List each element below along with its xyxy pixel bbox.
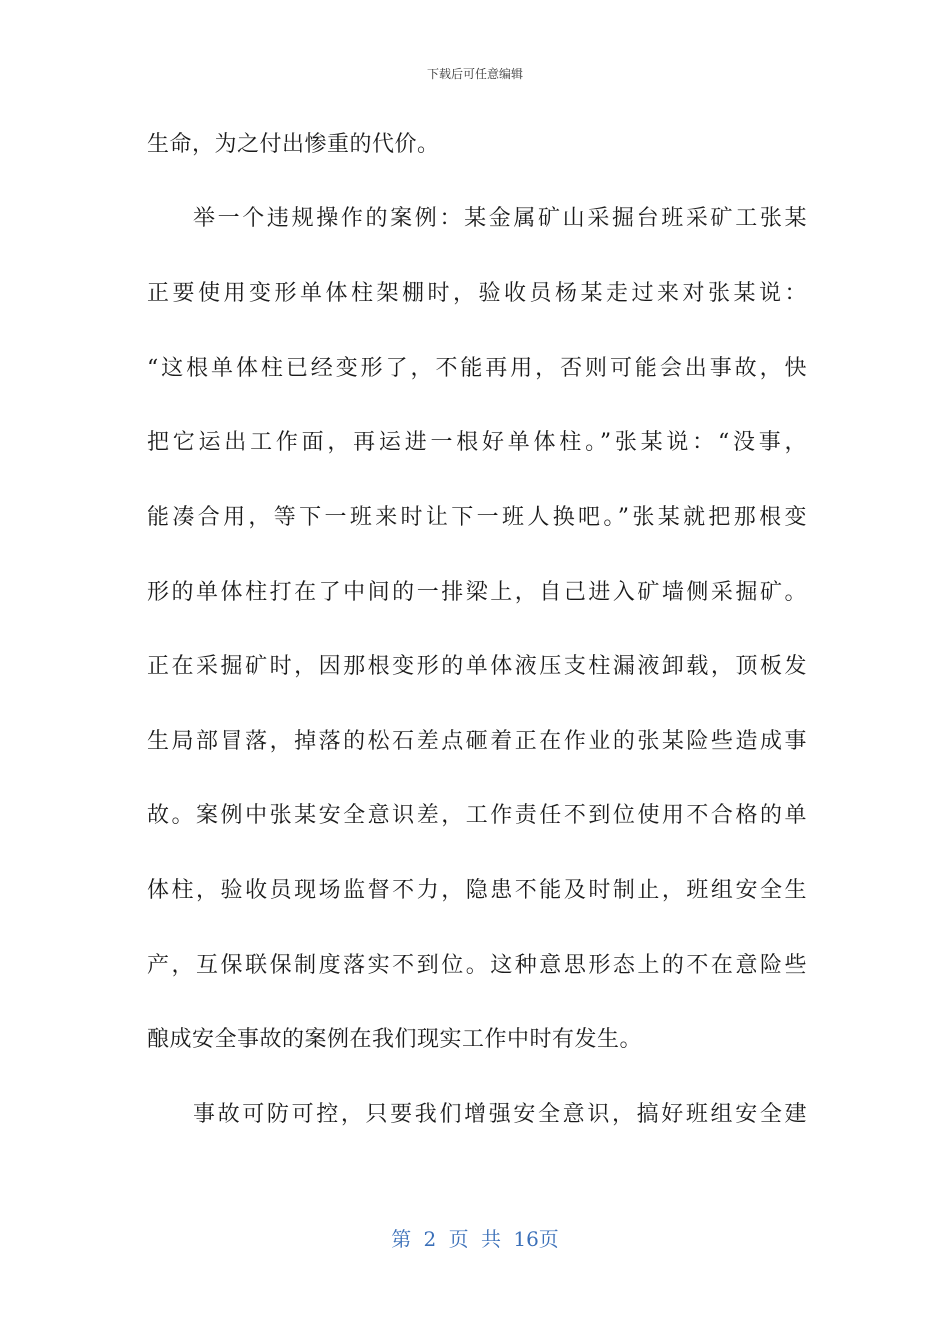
- text-line: 能凑合用，等下一班来时让下一班人换吧。”张某就把那根变: [147, 505, 807, 530]
- page-header: 下载后可任意编辑: [426, 67, 523, 81]
- text-line: 生局部冒落，掉落的松石差点砸着正在作业的张某险些造成事: [147, 729, 807, 754]
- text-line: “这根单体柱已经变形了，不能再用，否则可能会出事故，快: [147, 356, 807, 381]
- page-number-footer: 第 2 页 共 16页: [391, 1227, 559, 1251]
- text-line: 正要使用变形单体柱架棚时，验收员杨某走过来对张某说：: [147, 281, 807, 306]
- text-line: 把它运出工作面，再运进一根好单体柱。”张某说：“没事，: [147, 430, 807, 455]
- text-line: 正在采掘矿时，因那根变形的单体液压支柱漏液卸载，顶板发: [147, 654, 807, 679]
- text-line: 形的单体柱打在了中间的一排梁上，自己进入矿墙侧采掘矿。: [147, 580, 807, 605]
- text-line: 故。案例中张某安全意识差，工作责任不到位使用不合格的单: [147, 803, 807, 828]
- text-line: 生命，为之付出惨重的代价。: [147, 132, 440, 157]
- text-line: 酿成安全事故的案例在我们现实工作中时有发生。: [147, 1027, 643, 1052]
- text-line: 体柱，验收员现场监督不力，隐患不能及时制止，班组安全生: [147, 878, 807, 903]
- text-line: 事故可防可控，只要我们增强安全意识，搞好班组安全建: [193, 1102, 807, 1127]
- text-line: 产，互保联保制度落实不到位。这种意思形态上的不在意险些: [147, 953, 807, 978]
- text-line: 举一个违规操作的案例：某金属矿山采掘台班采矿工张某: [193, 206, 807, 231]
